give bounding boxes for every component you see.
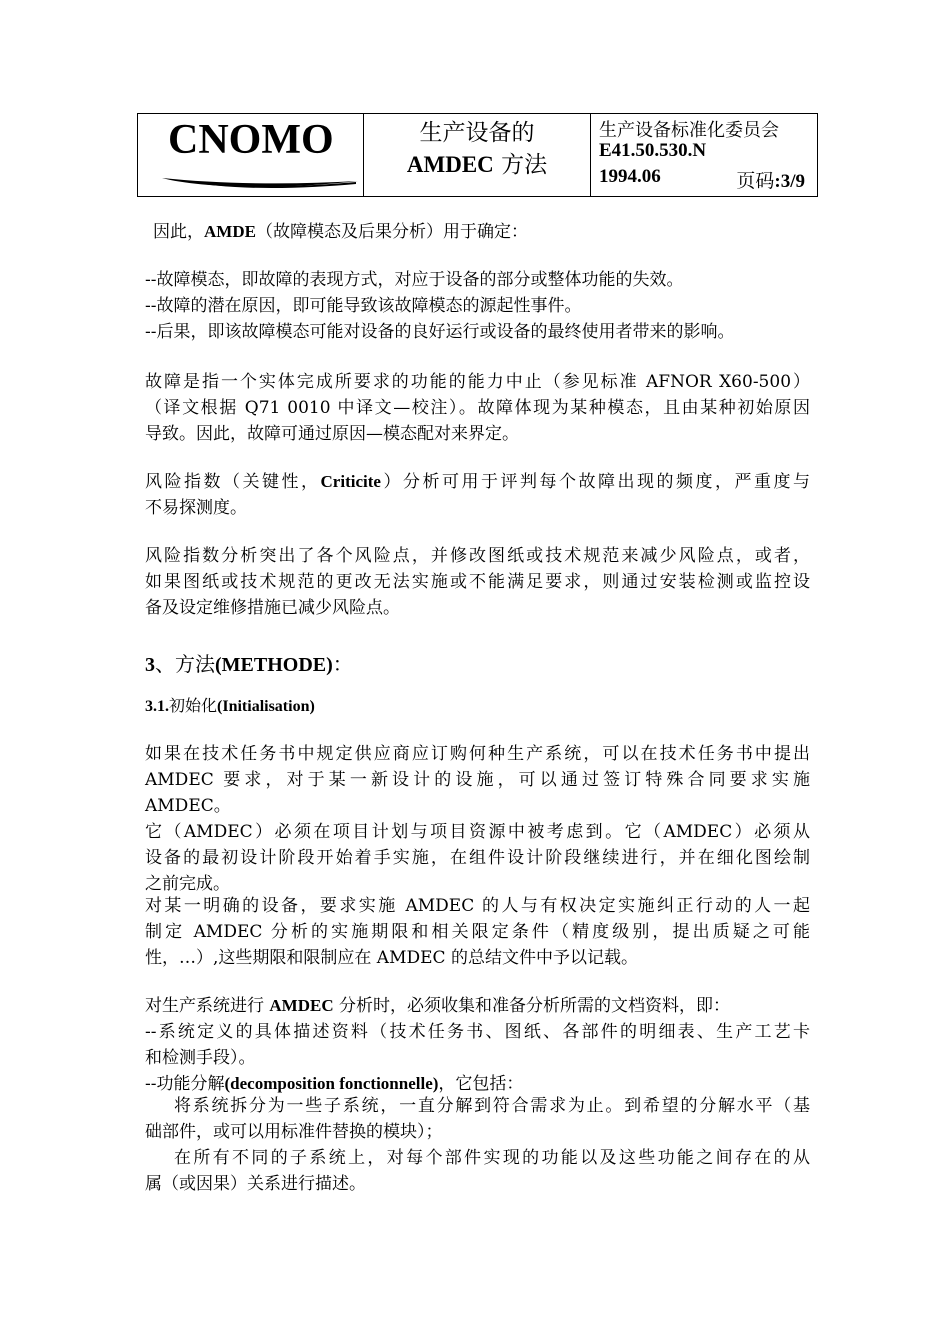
decomp-text-a: --功能分解 [145, 1074, 225, 1094]
list-item: --故障模态，即故障的表现方式，对应于设备的部分或整体功能的失效。 [145, 270, 684, 290]
document-date: 1994.06 [599, 166, 661, 187]
committee-name: 生产设备标准化委员会 [599, 120, 779, 141]
document-header-table [137, 113, 818, 197]
paragraph-line: 将系统拆分为一些子系统，一直分解到符合需求为止。到希望的分解水平（基 [174, 1096, 810, 1116]
section-number: 3 [145, 654, 155, 676]
intro-text-a: 因此， [153, 222, 204, 242]
section-title-zh: 、方法 [155, 652, 215, 676]
paragraph-line: 制定 AMDEC 分析的实施期限和相关限定条件（精度级别，提出质疑之可能 [145, 922, 810, 942]
intro-text-c: （故障模态及后果分析）用于确定： [255, 222, 528, 242]
section-title-fr: (METHODE) [215, 654, 333, 676]
risk-term-criticite: Criticite [320, 472, 381, 491]
paragraph-line: 故障是指一个实体完成所要求的功能的能力中止（参见标准 AFNOR X60-500） [145, 372, 810, 392]
paragraph-line: 之前完成。 [145, 874, 230, 894]
list-item: --后果，即该故障模态可能对设备的良好运行或设备的最终使用者带来的影响。 [145, 322, 735, 342]
intro-line [153, 219, 818, 245]
paragraph-line: 如果在技术任务书中规定供应商应订购何种生产系统，可以在技术任务书中提出 [145, 744, 810, 764]
doc-text-a: 对生产系统进行 [145, 996, 270, 1016]
doc-text-c: 分析时，必须收集和准备分析所需的文档资料，即： [333, 996, 731, 1016]
paragraph-line [145, 469, 810, 495]
doc-title-line2 [364, 146, 590, 179]
paragraph-line: 导致。因此，故障可通过原因—模态配对来界定。 [145, 424, 519, 444]
subsection-title-fr: (Initialisation) [217, 698, 315, 715]
doc-term-amdec: AMDEC [269, 996, 334, 1015]
paragraph-line: 性，…）,这些期限和限制应在 AMDEC 的总结文件中予以记载。 [145, 948, 638, 968]
paragraph-line: 备及设定维修措施已减少风险点。 [145, 598, 400, 618]
page-value: :3/9 [774, 171, 805, 192]
list-item: --故障的潜在原因，即可能导致该故障模态的源起性事件。 [145, 296, 582, 316]
paragraph-line: （译文根据 Q71 0010 中译文—校注）。故障体现为某种模态，且由某种初始原因 [145, 398, 810, 418]
intro-term-amde: AMDE [204, 222, 256, 241]
paragraph-line: 如果图纸或技术规范的更改无法实施或不能满足要求，则通过安装检测或监控设 [145, 572, 810, 592]
paragraph-line: 在所有不同的子系统上，对每个部件实现的功能以及这些功能之间存在的从 [174, 1148, 810, 1168]
paragraph-line: 不易探测度。 [145, 498, 247, 518]
info-cell [591, 114, 817, 196]
paragraph-line: 属（或因果）关系进行描述。 [145, 1174, 366, 1194]
paragraph-line: 础部件，或可以用标准件替换的模块）； [145, 1122, 443, 1142]
doc-title-amdec: AMDEC [406, 152, 494, 177]
page-number [736, 166, 805, 193]
doc-title-line1: 生产设备的 [419, 120, 535, 146]
subsection-number: 3.1. [145, 698, 169, 715]
paragraph-line: 对某一明确的设备，要求实施 AMDEC 的人与有权决定实施纠正行动的人一起 [145, 896, 810, 916]
risk-text-c: ）分析可用于评判每个故障出现的频度，严重度与 [380, 472, 811, 492]
paragraph-line: 风险指数分析突出了各个风险点，并修改图纸或技术规范来减少风险点，或者， [145, 546, 810, 566]
logo-cell [138, 114, 364, 196]
decomp-term-fr: (decomposition fonctionnelle) [224, 1074, 439, 1093]
list-item: --系统定义的具体描述资料（技术任务书、图纸、各部件的明细表、生产工艺卡 [145, 1022, 810, 1042]
title-cell [364, 114, 591, 196]
paragraph-line [145, 993, 810, 1019]
page-label: 页码 [736, 170, 775, 192]
section-heading [145, 651, 810, 678]
risk-text-a: 风险指数（关键性， [145, 472, 321, 492]
paragraph-line: AMDEC。 [145, 796, 231, 816]
logo-swoosh-icon [160, 172, 360, 192]
paragraph-line: AMDEC 要求，对于某一新设计的设施，可以通过签订特殊合同要求实施 [145, 770, 810, 790]
subsection-title-zh: 初始化 [169, 696, 218, 715]
decomp-text-c: ，它包括： [438, 1074, 524, 1094]
list-item: 和检测手段）。 [145, 1048, 256, 1068]
document-code: E41.50.530.N [599, 140, 707, 161]
paragraph-line: 设备的最初设计阶段开始着手实施，在组件设计阶段继续进行，并在细化图绘制 [145, 848, 810, 868]
subsection-heading [145, 693, 810, 720]
doc-title-method: 方法 [493, 152, 548, 178]
section-colon: ： [332, 652, 353, 676]
paragraph-line: 它（AMDEC）必须在项目计划与项目资源中被考虑到。它（AMDEC）必须从 [145, 822, 810, 842]
cnomo-logo: CNOMO [168, 117, 334, 163]
